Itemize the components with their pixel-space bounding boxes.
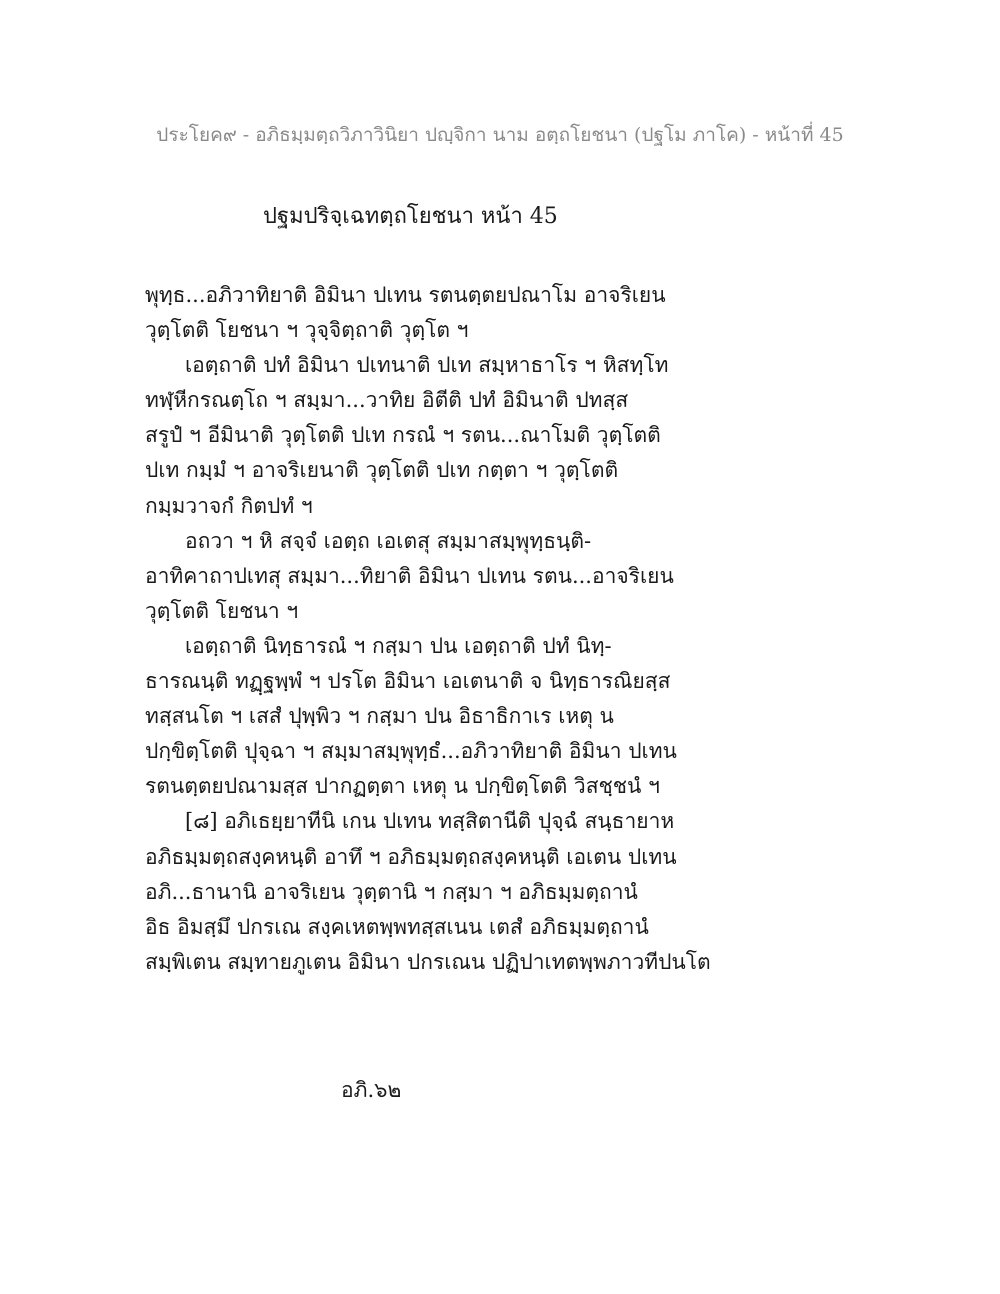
body-line: ทฬฺหีกรณตฺโถ ฯ สมฺมา...วาทิย อิตีติ ปทํ อิมินาติ ปทสฺส <box>145 388 629 413</box>
running-header: ประโยค๙ - อภิธมฺมตฺถวิภาวินิยา ปญฺจิกา นาม อตฺถโยชนา (ปฐโม ภาโค) - หน้าที่ 45 <box>156 124 844 146</box>
body-line: พุทฺธ...อภิวาทิยาติ อิมินา ปเทน รตนตฺตยปณาโม อาจริเยน <box>145 283 666 307</box>
body-line: สมฺพิเตน สมฺทายภูเตน อิมินา ปกรเณน ปฏิปาเทตพฺพภาวทีปนโต <box>145 949 711 974</box>
body-line: อาทิคาถาปเทสุ สมฺมา...ทิยาติ อิมินา ปเทน รตน...อาจริเยน <box>145 563 674 588</box>
body-line: ธารณนฺติ ทฏฺฐพฺพํ ฯ ปรโต อิมินา เอเตนาติ จ นิทฺธารณิยสฺส <box>145 669 671 694</box>
body-text <box>145 278 711 980</box>
body-line: วุตฺโตติ โยชนา ฯ <box>145 598 299 623</box>
body-line: วุตฺโตติ โยชนา ฯ วุจฺจิตฺถาติ วุตฺโต ฯ <box>145 318 469 343</box>
body-line: เอตฺถาติ ปทํ อิมินา ปเทนาติ ปเท สมฺหาธาโร ฯ หิสทฺโท <box>185 353 669 378</box>
body-line: รตนตฺตยปณามสฺส ปากฏตฺตา เหตุ น ปกฺขิตฺโตติ วิสชฺชนํ ฯ <box>145 774 660 799</box>
body-line: สรูปํ ฯ อีมินาติ วุตฺโตติ ปเท กรณํ ฯ รตน...ณาโมติ วุตฺโตติ <box>145 423 661 448</box>
body-line: อถวา ฯ หิ สจฺจํ เอตฺถ เอเตสุ สมฺมาสมฺพุทฺธนฺติ- <box>185 528 592 553</box>
body-line: ปเท กมฺมํ ฯ อาจริเยนาติ วุตฺโตติ ปเท กตฺตา ฯ วุตฺโตติ <box>145 458 619 483</box>
body-line: อิธ อิมสฺมึ ปกรเณ สงฺคเหตพฺพทสฺสเนน เตสํ อภิธมฺมตฺถานํ <box>145 914 649 939</box>
section-title: ปฐมปริจฺเฉทตฺถโยชนา หน้า 45 <box>263 204 558 229</box>
body-line: เอตฺถาติ นิทฺธารณํ ฯ กสฺมา ปน เอตฺถาติ ปทํ นิทฺ- <box>185 633 612 658</box>
body-line: อภิธมฺมตฺถสงฺคหนฺติ อาทึ ฯ อภิธมฺมตฺถสงฺคหนฺติ เอเตน ปเทน <box>145 844 677 869</box>
body-line: [๘] อภิเธยฺยาทีนิ เกน ปเทน ทสฺสิตานีติ ปุจฺฉํ สนฺธายาห <box>185 809 675 834</box>
body-line: ทสฺสนโต ฯ เสสํ ปุพฺพิว ฯ กสฺมา ปน อิธาธิกาเร เหตุ น <box>145 704 614 729</box>
body-line: อภิ...ธานานิ อาจริเยน วุตฺตานิ ฯ กสฺมา ฯ อภิธมฺมตฺถานํ <box>145 879 638 904</box>
page-reference: อภิ.๖๒ <box>341 1078 402 1102</box>
body-line: ปกฺขิตฺโตติ ปุจฺฉา ฯ สมฺมาสมฺพุทฺธํ...อภิวาทิยาติ อิมินา ปเทน <box>145 739 677 764</box>
body-line: กมฺมวาจกํ กิตปทํ ฯ <box>145 493 313 518</box>
